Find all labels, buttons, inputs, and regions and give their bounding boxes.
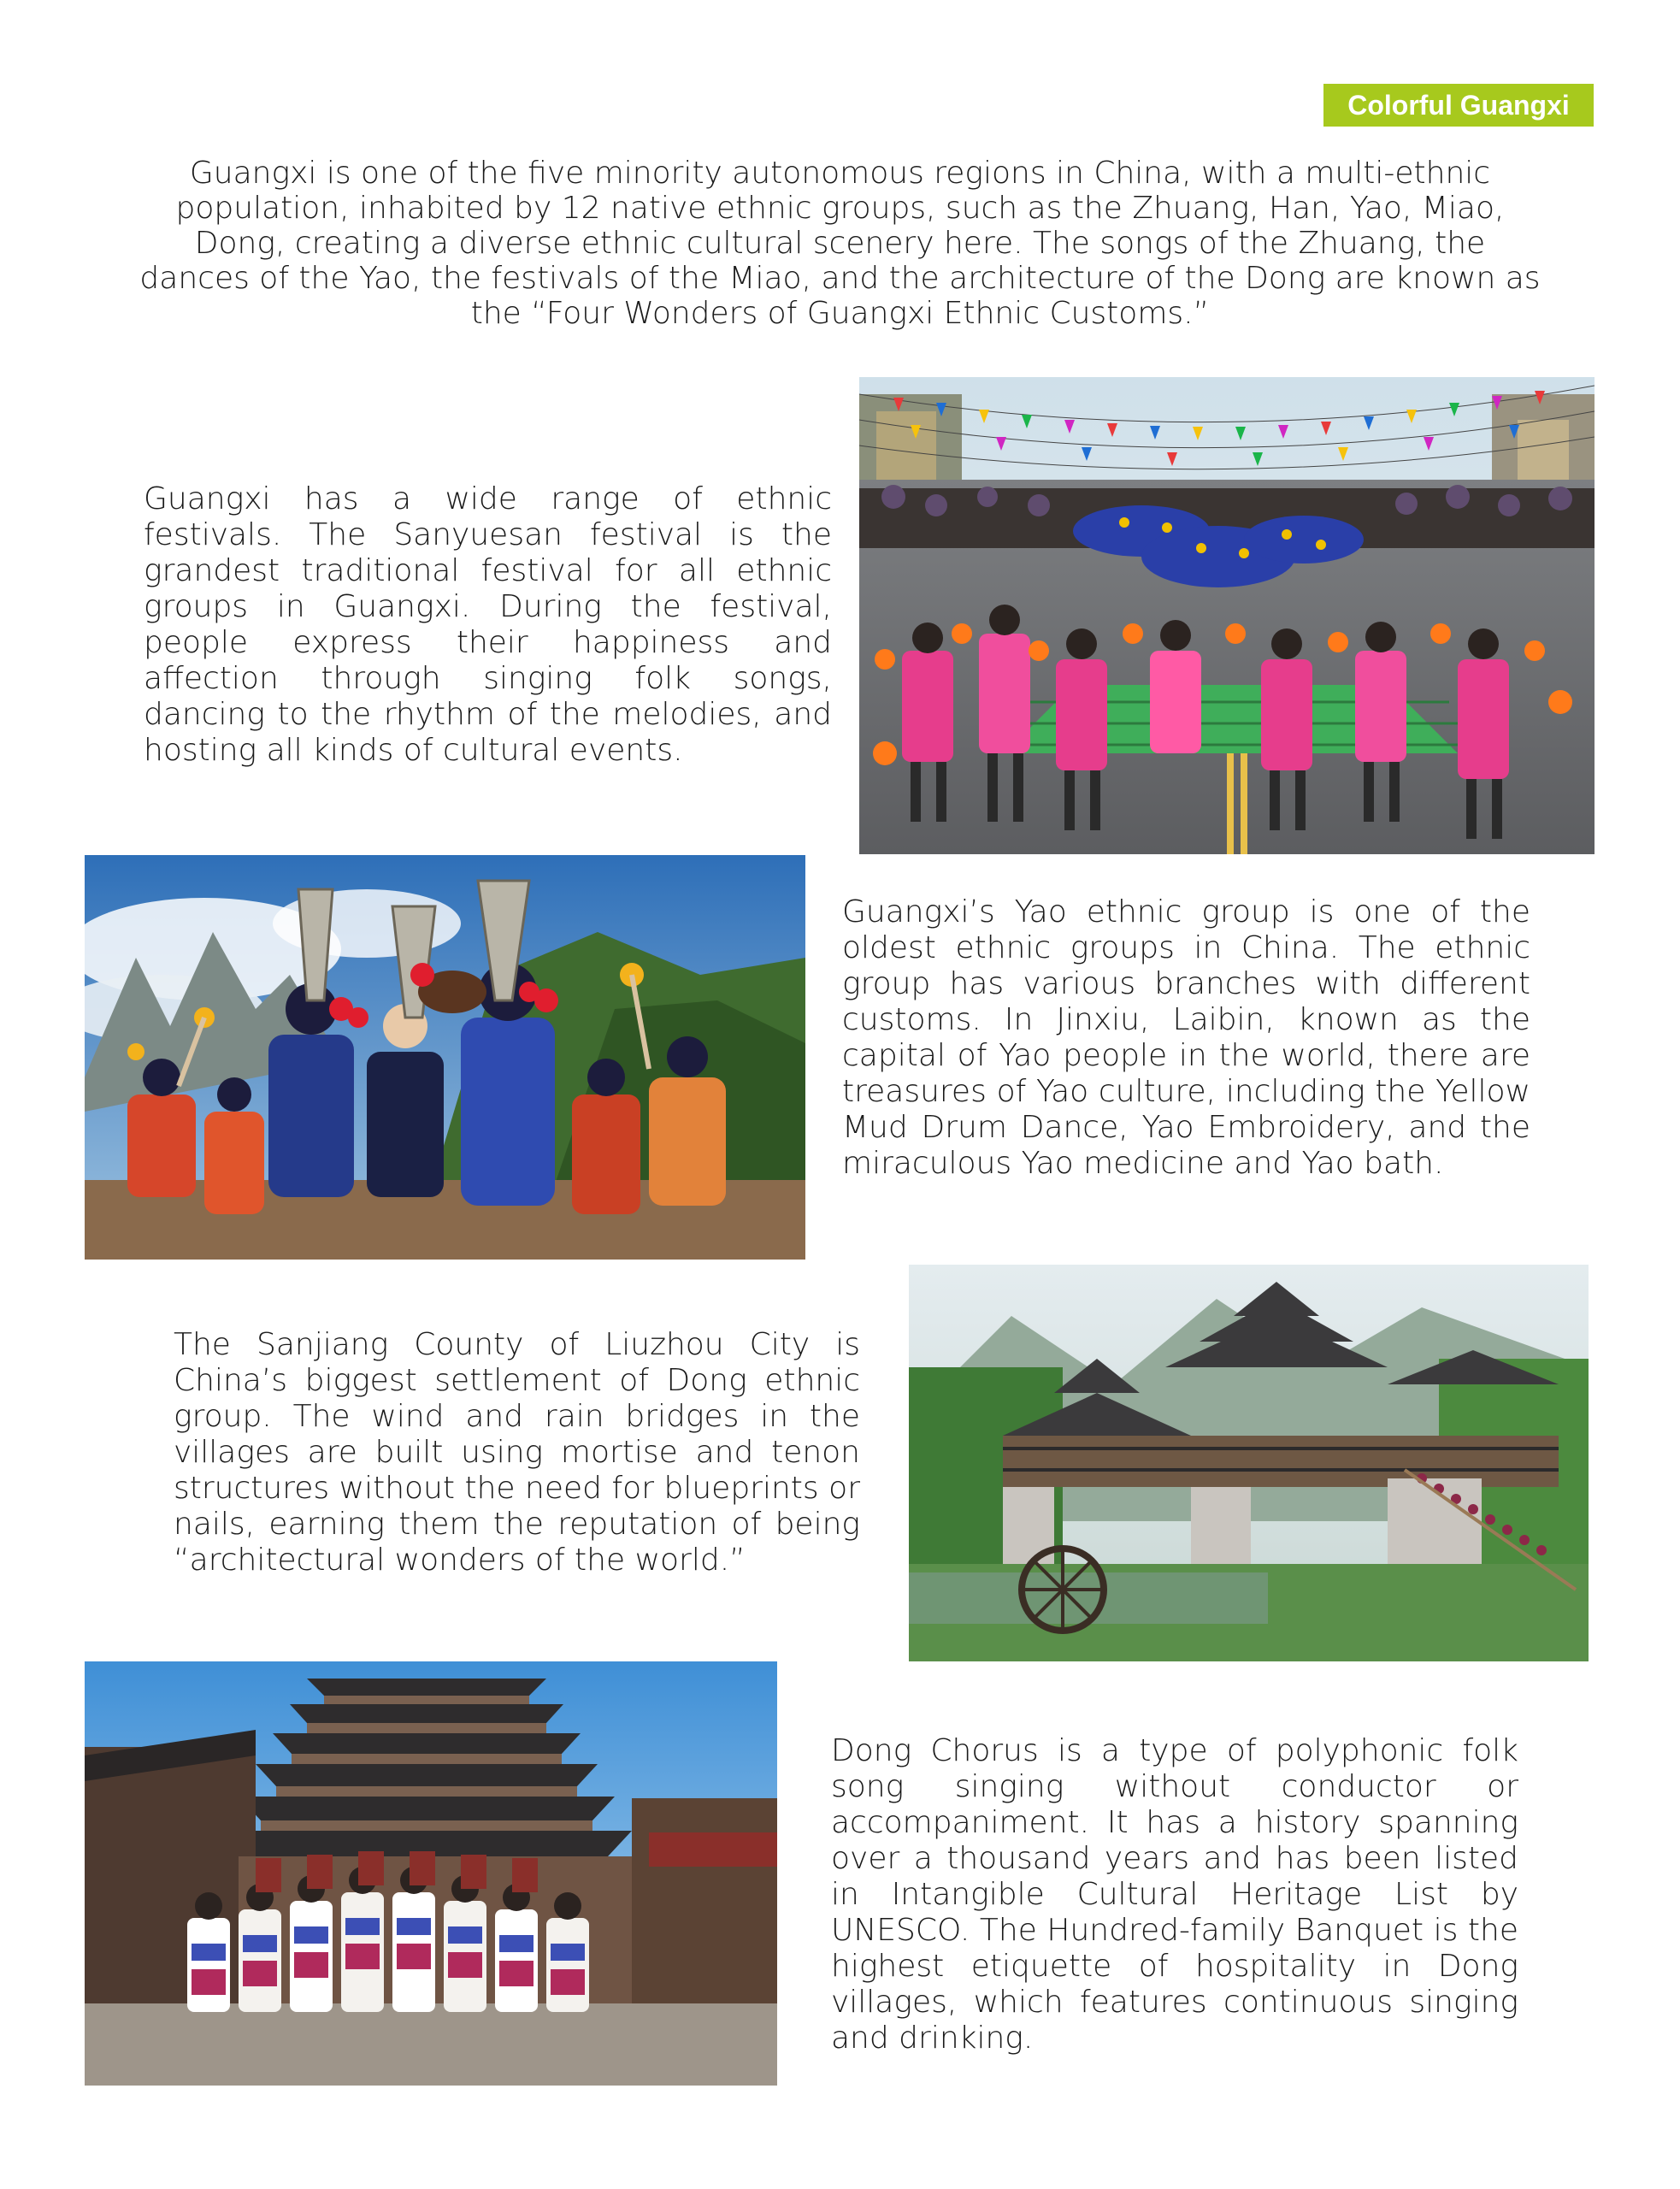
festival-paragraph: Guangxi has a wide range of ethnic festivals. The Sanyuesan festival is the grandest traditional festival for all ethnic groups in Guangxi. During the festival, people express their happiness and affection through singing folk songs, dancing to the rhythm of the melodies, and hosting all kinds of cultural events.: [144, 481, 832, 768]
dong-chorus-paragraph: Dong Chorus is a type of polyphonic folk song singing without conductor or accompaniment. It has a history spanning over a thousand years and has been listed in Intangible Cultural Heritage List by UNESCO. The Hundred-family Banquet is the highest etiquette of hospitality in Dong villages, which features continuous singing and drinking.: [831, 1733, 1518, 2056]
wind-rain-bridge-photo: [909, 1265, 1589, 1661]
sanjiang-paragraph: The Sanjiang County of Liuzhou City is China’s biggest settlement of Dong ethnic group. The wind and rain bridges in the villages are built using mortise and tenon structures without the need for blueprints or nails, earning them the reputation of being “architectural wonders of the world.”: [174, 1327, 860, 1578]
intro-paragraph: Guangxi is one of the five minority autonomous regions in China, with a multi-ethnic population, inhabited by 12 native ethnic groups, such as the Zhuang, Han, Yao, Miao, Dong, creating a diverse ethnic cultural scenery here. The songs of the Zhuang, the dances of the Yao, the festivals of the Miao, and the architecture of the Dong are known as the “Four Wonders of Guangxi Ethnic Customs.”: [139, 156, 1541, 331]
section-badge: Colorful Guangxi: [1323, 84, 1594, 127]
yao-paragraph: Guangxi’s Yao ethnic group is one of the oldest ethnic groups in China. The ethnic group has various branches with different customs. In Jinxiu, Laibin, known as the capital of Yao people in the world, there are treasures of Yao culture, including the Yellow Mud Drum Dance, Yao Embroidery, and the miraculous Yao medicine and Yao bath.: [842, 894, 1530, 1181]
dong-chorus-photo: [85, 1661, 777, 2086]
festival-dance-photo: [859, 377, 1595, 854]
yao-drum-dance-photo: [85, 855, 805, 1260]
